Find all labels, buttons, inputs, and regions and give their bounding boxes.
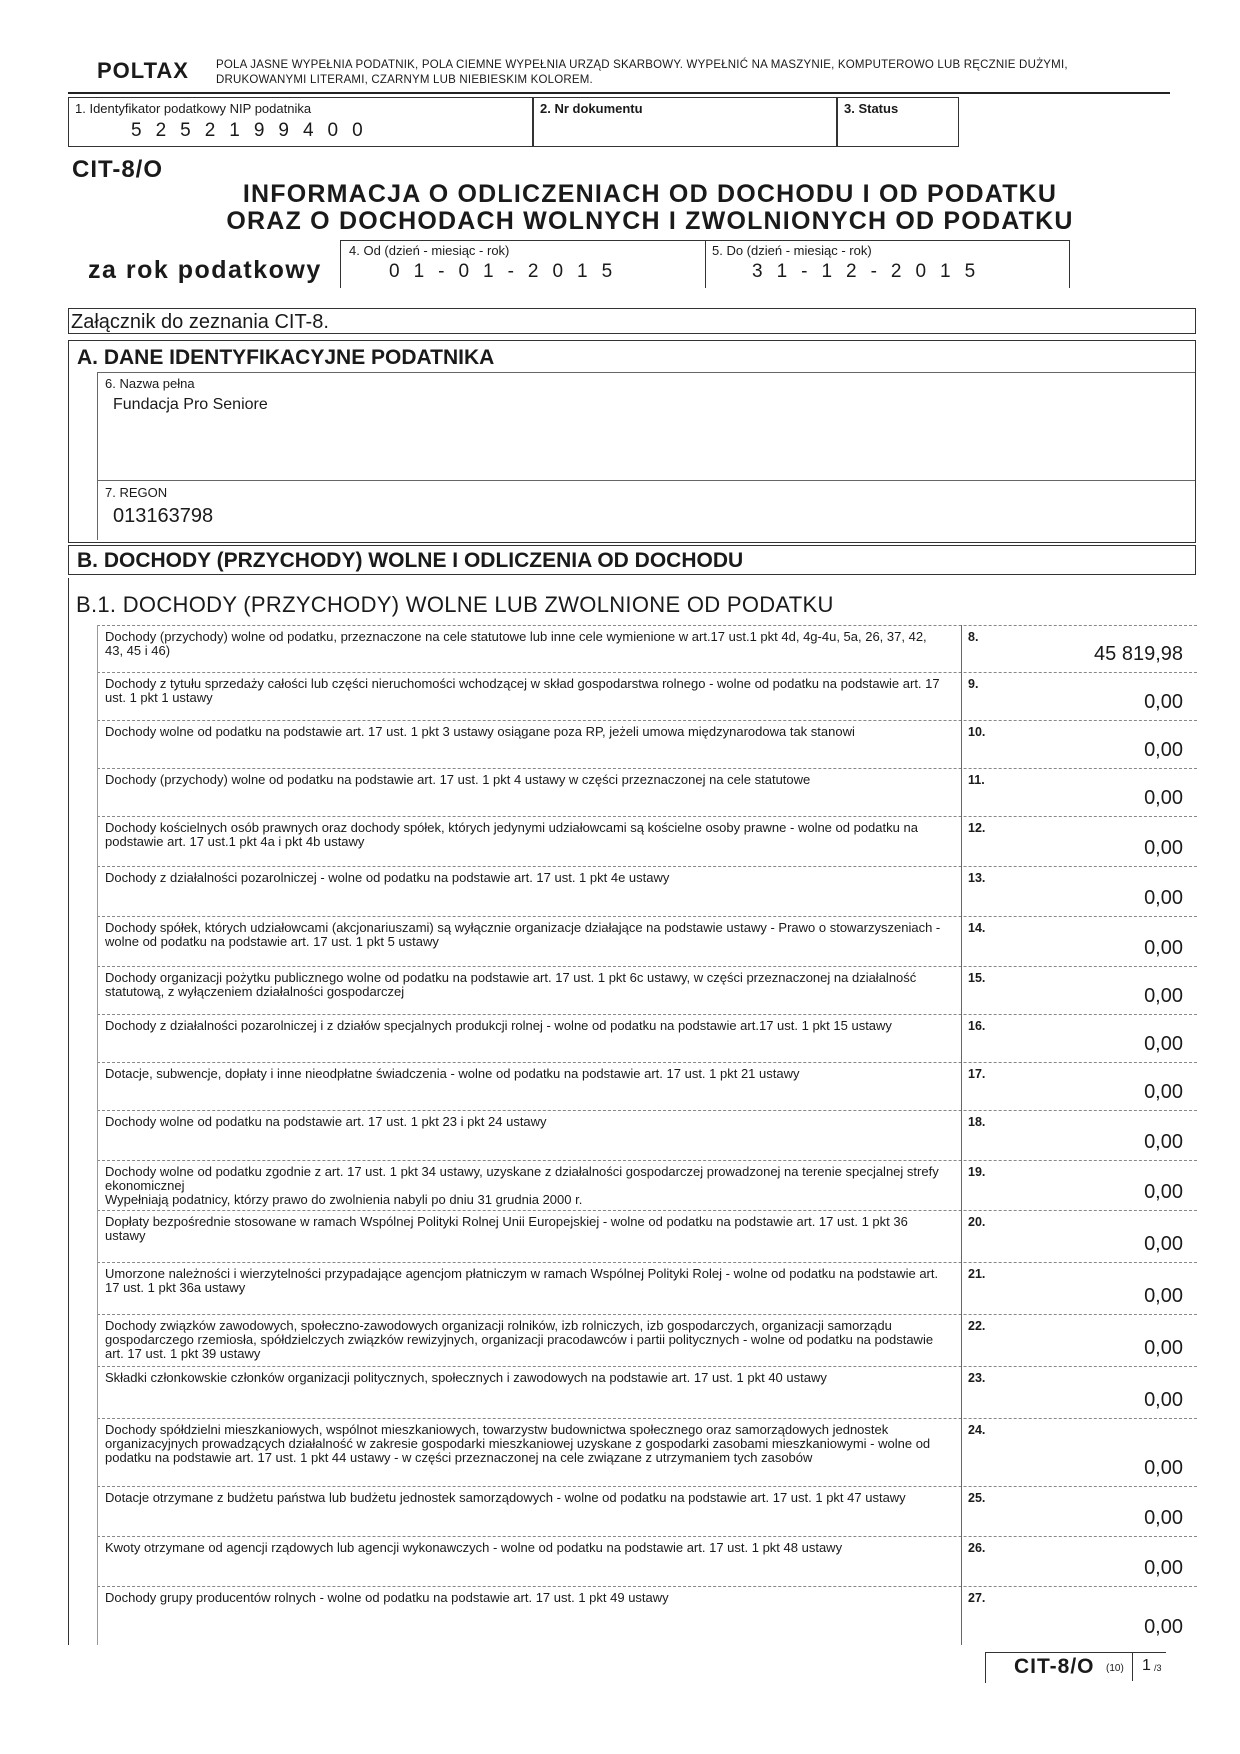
table-row bbox=[97, 1062, 1197, 1110]
tax-year-label: za rok podatkowy bbox=[88, 256, 322, 284]
row-value[interactable]: 0,00 bbox=[1144, 937, 1183, 959]
table-row bbox=[97, 966, 1197, 1014]
row-description: Dochody (przychody) wolne od podatku na podstawie art. 17 ust. 1 pkt 4 ustawy w części przeznaczonej na cele statutowe bbox=[105, 772, 811, 787]
table-row bbox=[97, 866, 1197, 916]
regon-divider bbox=[97, 480, 1195, 481]
row-field-number: 25. bbox=[968, 1491, 986, 1505]
row-value[interactable]: 0,00 bbox=[1144, 739, 1183, 761]
section-b1-title-text: B.1. DOCHODY (PRZYCHODY) WOLNE LUB ZWOLNIONE OD PODATKU bbox=[76, 592, 834, 617]
period-to-value: 31-12-2015 bbox=[752, 261, 990, 282]
row-value[interactable]: 0,00 bbox=[1144, 1233, 1183, 1255]
section-b-title: B. DOCHODY (PRZYCHODY) WOLNE I ODLICZENIA OD DOCHODU bbox=[77, 549, 744, 572]
period-from-value: 01-01-2015 bbox=[389, 261, 627, 282]
table-row bbox=[97, 720, 1197, 768]
row-description: Składki członkowskie członków organizacji politycznych, społecznych i zawodowych na podstawie art. 17 ust. 1 pkt 40 ustawy bbox=[105, 1370, 827, 1385]
status-field[interactable] bbox=[837, 97, 959, 147]
row-field-number: 9. bbox=[968, 677, 979, 691]
row-description: Dotacje, subwencje, dopłaty i inne nieodpłatne świadczenia - wolne od podatku na podstawie art. 17 ust. 1 pkt 21 ustawy bbox=[105, 1066, 800, 1081]
doc-number-label: 2. Nr dokumentu bbox=[540, 101, 643, 116]
table-row bbox=[97, 1314, 1197, 1366]
row-description: Dochody z działalności pozarolniczej - wolne od podatku na podstawie art. 17 ust. 1 pkt 4e ustawy bbox=[105, 870, 670, 885]
row-value[interactable]: 0,00 bbox=[1144, 837, 1183, 859]
row-value[interactable]: 0,00 bbox=[1144, 1285, 1183, 1307]
nip-value: 5252199400 bbox=[131, 120, 377, 141]
row-field-number: 19. bbox=[968, 1165, 986, 1179]
row-field-number: 22. bbox=[968, 1319, 986, 1333]
row-description: Dochody wolne od podatku zgodnie z art. 17 ust. 1 pkt 34 ustawy, uzyskane z działalności gospodarczej prowadzonej na terenie specjalnej strefy ekonomicznej bbox=[105, 1164, 939, 1193]
footer-page: 1 bbox=[1142, 1657, 1151, 1674]
name-value[interactable]: Fundacja Pro Seniore bbox=[113, 396, 268, 413]
row-field-number: 15. bbox=[968, 971, 986, 985]
row-description: Dochody z działalności pozarolniczej i z działów specjalnych produkcji rolnej - wolne od podatku na podstawie art.17 ust. 1 pkt 15 ustawy bbox=[105, 1018, 892, 1033]
name-label: 6. Nazwa pełna bbox=[105, 376, 195, 391]
row-field-number: 14. bbox=[968, 921, 986, 935]
table-row bbox=[97, 916, 1197, 966]
table-row bbox=[97, 1262, 1197, 1314]
row-description: Dopłaty bezpośrednie stosowane w ramach Wspólnej Polityki Rolnej Unii Europejskiej - wolne od podatku na podstawie art. 17 ust. 1 pkt 36 ustawy bbox=[105, 1214, 908, 1243]
row-field-number: 21. bbox=[968, 1267, 986, 1281]
section-b-left-border bbox=[68, 578, 69, 1645]
footer-box bbox=[985, 1652, 1166, 1683]
row-description: Umorzone należności i wierzytelności przypadające agencjom płatniczym w ramach Wspólnej Polityki Rolej - wolne od podatku na podstawie art. 17 ust. 1 pkt 36a ustawy bbox=[105, 1266, 939, 1295]
row-field-number: 27. bbox=[968, 1591, 986, 1605]
row-field-number: 24. bbox=[968, 1423, 986, 1437]
row-value[interactable]: 0,00 bbox=[1144, 1616, 1183, 1638]
table-row bbox=[97, 1160, 1197, 1210]
section-a-divider bbox=[97, 372, 1195, 373]
row-value[interactable]: 0,00 bbox=[1144, 1337, 1183, 1359]
row-value[interactable]: 0,00 bbox=[1144, 1081, 1183, 1103]
row-field-number: 20. bbox=[968, 1215, 986, 1229]
regon-value[interactable]: 013163798 bbox=[113, 505, 214, 527]
period-to-field[interactable] bbox=[706, 240, 1070, 288]
header-divider bbox=[68, 92, 1170, 94]
row-description: Kwoty otrzymane od agencji rządowych lub agencji wykonawczych - wolne od podatku na podstawie art. 17 ust. 1 pkt 48 ustawy bbox=[105, 1540, 843, 1555]
row-value[interactable]: 0,00 bbox=[1144, 1457, 1183, 1479]
doc-number-field[interactable] bbox=[533, 97, 837, 147]
row-field-number: 18. bbox=[968, 1115, 986, 1129]
table-row bbox=[97, 1418, 1197, 1486]
row-field-number: 16. bbox=[968, 1019, 986, 1033]
table-row bbox=[97, 1586, 1197, 1645]
row-value[interactable]: 0,00 bbox=[1144, 1507, 1183, 1529]
row-field-number: 23. bbox=[968, 1371, 986, 1385]
regon-label: 7. REGON bbox=[105, 485, 168, 500]
value-column-divider bbox=[961, 625, 962, 1645]
section-a-vline bbox=[97, 372, 98, 540]
row-field-number: 17. bbox=[968, 1067, 986, 1081]
footer-version: (10) bbox=[1106, 1663, 1124, 1674]
attachment-box bbox=[68, 308, 1196, 334]
attachment-text: Załącznik do zeznania CIT-8. bbox=[71, 311, 329, 333]
row-description: Dochody kościelnych osób prawnych oraz dochody spółek, których jedynymi udziałowcami są kościelne osoby prawne - wolne od podatku na podstawie art. 17 ust.1 pkt 4a i pkt 4b ustawy bbox=[105, 820, 918, 849]
form-title-line2: ORAZ O DOCHODACH WOLNYCH I ZWOLNIONYCH OD PODATKU bbox=[226, 207, 1074, 235]
section-a bbox=[68, 340, 1196, 543]
brand-logo: POLTAX bbox=[97, 58, 189, 83]
status-label: 3. Status bbox=[844, 101, 899, 116]
row-description: Dochody spółdzielni mieszkaniowych, wspólnot mieszkaniowych, towarzystw budownictwa społecznego oraz samorządowych jednostek organizacyjnych prowadzących działalność w zakresie gospodarki mieszkaniowej uzyskane z gospodarki zasobami mieszkaniowymi - wolne od podatku na podstawie art. 17 ust. 1 pkt 44 ustawy - w części przeznaczonej na cele związane z utrzymaniem tych zasobów bbox=[105, 1422, 931, 1465]
row-description: Dochody z tytułu sprzedaży całości lub części nieruchomości wchodzącej w skład gospodarstwa rolnego - wolne od podatku na podstawie art. 17 ust. 1 pkt 1 ustawy bbox=[105, 676, 940, 705]
row-value[interactable]: 45 819,98 bbox=[1094, 643, 1183, 665]
table-row bbox=[97, 1210, 1197, 1262]
nip-label: 1. Identyfikator podatkowy NIP podatnika bbox=[75, 101, 312, 116]
row-field-number: 11. bbox=[968, 773, 985, 787]
row-field-number: 12. bbox=[968, 821, 986, 835]
row-field-number: 13. bbox=[968, 871, 986, 885]
row-description: Dochody organizacji pożytku publicznego wolne od podatku na podstawie art. 17 ust. 1 pkt 6c ustawy, w części przeznaczonej na działalność statutową, z wyłączeniem działalności gospodarczej bbox=[105, 970, 917, 999]
footer-form-code: CIT-8/O bbox=[1014, 1655, 1095, 1678]
fill-instructions: POLA JASNE WYPEŁNIA PODATNIK, POLA CIEMNE WYPEŁNIA URZĄD SKARBOWY. WYPEŁNIĆ NA MASZYNIE, KOMPUTEROWO LUB RĘCZNIE DUŻYMI, DRUKOWANYMI LITERAMI, CZARNYM LUB NIEBIESKIM KOLOREM. bbox=[216, 59, 1068, 86]
table-row bbox=[97, 1110, 1197, 1160]
row-value[interactable]: 0,00 bbox=[1144, 1131, 1183, 1153]
form-title-line1: INFORMACJA O ODLICZENIACH OD DOCHODU I OD PODATKU bbox=[242, 180, 1058, 208]
period-to-label: 5. Do (dzień - miesiąc - rok) bbox=[712, 243, 872, 258]
section-a-title: A. DANE IDENTYFIKACYJNE PODATNIKA bbox=[77, 346, 495, 369]
form-code: CIT-8/O bbox=[72, 156, 164, 183]
footer-total: /3 bbox=[1154, 1663, 1162, 1673]
row-description: Dochody (przychody) wolne od podatku, przeznaczone na cele statutowe lub inne cele wymienione w art.17 ust.1 pkt 4d, 4g-4u, 5a, 26, 37, 42, 43, 45 i 46) bbox=[105, 629, 927, 658]
row-field-number: 26. bbox=[968, 1541, 986, 1555]
table-row bbox=[97, 1366, 1197, 1418]
period-from-label: 4. Od (dzień - miesiąc - rok) bbox=[349, 243, 510, 258]
row-description: Dochody związków zawodowych, społeczno-zawodowych organizacji rolników, izb rolniczych, izb gospodarczych, organizacji samorządu gospodarczego rzemiosła, spółdzielczych związków rewizyjnych, organizacji pracodawców i partii politycznych - wolne od podatku na podstawie art. 17 ust. 1 pkt 39 ustawy bbox=[105, 1318, 934, 1361]
row-value[interactable]: 0,00 bbox=[1144, 1033, 1183, 1055]
nip-field[interactable] bbox=[68, 97, 533, 147]
row-note: Wypełniają podatnicy, którzy prawo do zwolnienia nabyli po dniu 31 grudnia 2000 r. bbox=[105, 1192, 583, 1207]
table-row bbox=[97, 768, 1197, 816]
table-row bbox=[97, 625, 1197, 672]
row-value[interactable]: 0,00 bbox=[1144, 985, 1183, 1007]
table-row bbox=[97, 1536, 1197, 1586]
row-value[interactable]: 0,00 bbox=[1144, 1181, 1183, 1203]
section-b-header bbox=[68, 545, 1196, 575]
row-description: Dochody wolne od podatku na podstawie art. 17 ust. 1 pkt 23 i pkt 24 ustawy bbox=[105, 1114, 547, 1129]
row-description: Dochody spółek, których udziałowcami (akcjonariuszami) są wyłącznie organizacje działające na podstawie ustawy - Prawo o stowarzyszeniach - wolne od podatku na podstawie art. 17 ust. 1 pkt 5 ustawy bbox=[105, 920, 941, 949]
table-row bbox=[97, 1014, 1197, 1062]
row-description: Dotacje otrzymane z budżetu państwa lub budżetu jednostek samorządowych - wolne od podatku na podstawie art. 17 ust. 1 pkt 47 ustawy bbox=[105, 1490, 906, 1505]
row-value[interactable]: 0,00 bbox=[1144, 1557, 1183, 1579]
row-description: Dochody wolne od podatku na podstawie art. 17 ust. 1 pkt 3 ustawy osiągane poza RP, jeżeli umowa międzynarodowa tak stanowi bbox=[105, 724, 855, 739]
footer-divider bbox=[1132, 1653, 1133, 1681]
row-value[interactable]: 0,00 bbox=[1144, 691, 1183, 713]
table-row bbox=[97, 672, 1197, 720]
rows-left-border bbox=[97, 625, 98, 1645]
row-field-number: 10. bbox=[968, 725, 986, 739]
row-description: Dochody grupy producentów rolnych - wolne od podatku na podstawie art. 17 ust. 1 pkt 49 ustawy bbox=[105, 1590, 669, 1605]
table-row bbox=[97, 816, 1197, 866]
row-value[interactable]: 0,00 bbox=[1144, 887, 1183, 909]
row-value[interactable]: 0,00 bbox=[1144, 787, 1183, 809]
row-value[interactable]: 0,00 bbox=[1144, 1389, 1183, 1411]
period-from-field[interactable] bbox=[340, 240, 706, 288]
row-field-number: 8. bbox=[968, 630, 979, 644]
table-row bbox=[97, 1486, 1197, 1536]
